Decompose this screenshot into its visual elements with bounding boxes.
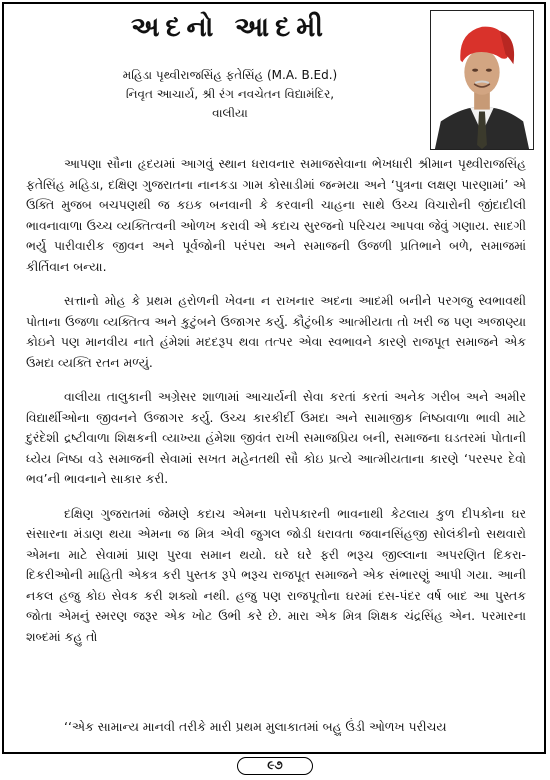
article-title: અદનો આદમી <box>130 12 330 43</box>
portrait-image <box>431 11 533 149</box>
author-block <box>60 66 400 123</box>
author-place: વાલીયા <box>212 106 248 120</box>
page-number: ૯૭ <box>237 757 313 775</box>
author-portrait <box>430 10 534 150</box>
author-designation: નિવૃત આચાર્ય, શ્રી રંગ નવચેતન વિદ્યામંદિર, <box>125 87 335 101</box>
paragraph: દક્ષિણ ગુજરાતમાં જેમણે કદાચ એમના પરોપકારની ભાવનાથી કેટલાય કુળ દીપકોના ઘર સંસારના મંડાણ થયા એમના જ મિત્ર એવી જુગલ જોડી ધરાવતા જવાનસિંહજી સોલંકીનો સથવારો એમના માટે સેવામાં પ્રાણ પુરવા સમાન થયો. ઘરે ઘરે ફરી ભરૂચ જીલ્લાના અપરણિત દિકરા-દિકરીઓની માહિતી એકત્ર કરી પુસ્તક રૂપે ભરૂચ રાજપૂત સમાજને એક સંભારણું આપી ગયા. આની નકલ હજુ કોઇ સેવક કરી શક્યો નથી. હજુ પણ રાજપૂતોના ઘરમાં દસ-પંદર વર્ષ બાદ આ પુસ્તક જોતા એમનું સ્મરણ જરૂર એક ખોટ ઉભી કરે છે. મારા એક મિત્ર શિક્ષક ચંદ્રસિંહ એન. પરમારના શબ્દમાં કહુ તો <box>26 505 526 644</box>
paragraph: સત્તાનો મોહ કે પ્રથમ હરોળની ખેવના ન રાખનાર અદના આદમી બનીને પરગજુ સ્વભાવથી પોતાના ઉજળા વ્યક્તિત્વ અને કુટુંબને ઉજાગર કર્યુ. કૌટુંબીક આત્મીયતા તો ખરી જ પણ અજાણ્યા કોઇને પણ માનવીય નાતે હંમેશાં મદદરૂપ થવા તત્પર એવા સ્વભાવને કારણે રાજપૂત સમાજને એક ઉમદા વ્યક્તિ રતન મળ્યું. <box>26 293 526 370</box>
paragraph: વાલીયા તાલુકાની અગ્રેસર શાળામાં આચાર્યની સેવા કરતાં કરતાં અનેક ગરીબ અને અમીર વિદ્યાર્થીઓના જીવનને ઉજાગર કર્યુ. ઉચ્ચ કારકીર્દી ઉમદા અને સામાજીક નિષ્ઠાવાળા ભાવી માટે દુરંદેશી દ્રષ્ટીવાળા શિક્ષકની વ્યાખ્યા હંમેશા જીવંત રાખી સમાજપ્રિય બની, સમાજના ઘડતરમાં પોતાની ધ્યેય નિષ્ઠા વડે સમાજની સેવામાં સખત મહેનતથી સૌ કોઇ પ્રત્યે આત્મીયતાના કારણે ‘પરસ્પર દેવો ભવ’ની ભાવનાને સાકાર કરી. <box>26 389 526 486</box>
author-name: મહિડા પૃથ્વીરાજસિંહ ફતેસિંહ (M.A. B.Ed.) <box>122 68 338 82</box>
article-body <box>26 154 526 661</box>
paragraph: આપણા સૌના હૃદયમાં આગવું સ્થાન ધરાવનાર સમાજસેવાના ભેખધારી શ્રીમાન પૃથ્વીરાજસિંહ ફતેસિંહ મહિડા, દક્ષિણ ગુજરાતના નાનકડા ગામ કોસાડીમાં જન્મયા અને ‘પુત્રના લક્ષણ પારણામાં’ એ ઉક્તિ મુજબ બચપણથી જ કઇક બનવાની કે કરવાની ચાહના સાથે ઉચ્ચ વિચારોની જીંદાદીલી ભાવનાવાળા ઉચ્ચ વ્યક્તિત્વની ઓળખ કરાવી એ કદાચ સુરજનો પરિચય આપવા જેવું ગણાય. સાદગી ભર્યુ પારીવારીક જીવન અને પૂર્વજોની પરંપરા અને સમાજની ઉજળી પ્રતિભાને બળે, સમાજમાં કીર્તિવાન બન્યા. <box>26 156 526 274</box>
quote-line: ‘‘એક સામાન્ય માનવી તરીકે મારી પ્રથમ મુલાકાતમાં બહુ ઉંડી ઓળખ પરીચય <box>64 719 447 734</box>
